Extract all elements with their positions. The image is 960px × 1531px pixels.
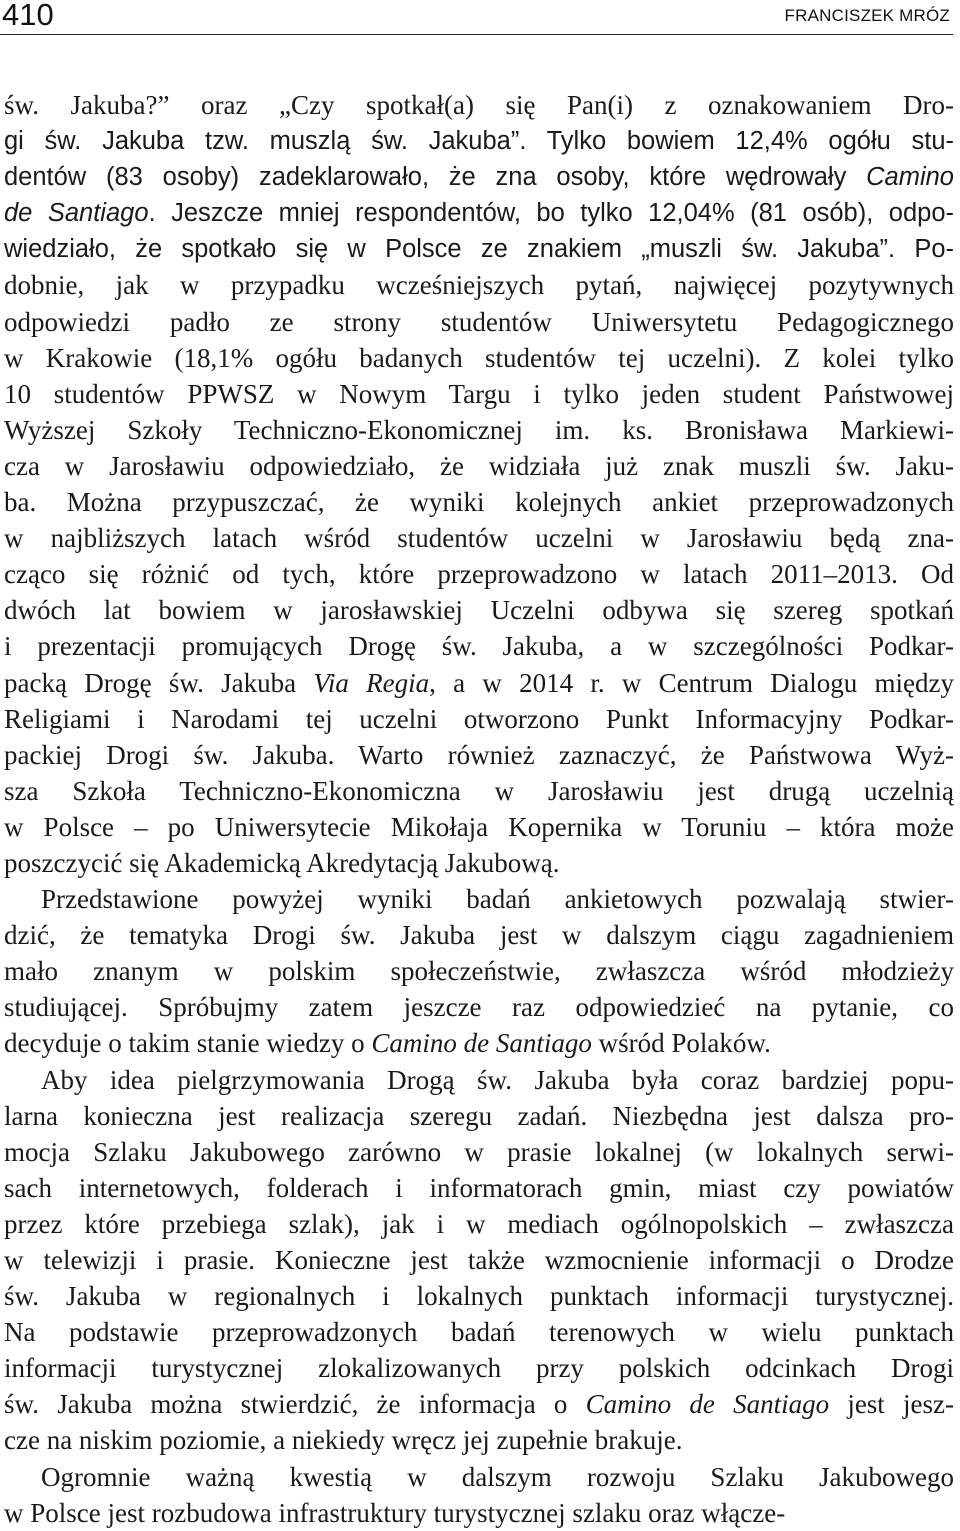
text-line [4, 1134, 954, 1170]
text-segment: cząco się różnić od tych, które przeprowadzono w latach 2011‒2013. Od [4, 559, 954, 590]
page-header [0, 0, 953, 35]
text-segment: decyduje o takim stanie wiedzy o [4, 1028, 372, 1059]
text-line [4, 1278, 954, 1314]
text-segment: studiującej. Spróbujmy zatem jeszcze raz odpowiedzieć na pytanie, co [4, 992, 954, 1023]
text-segment: św. Jakuba w regionalnych i lokalnych punktach informacji turystycznej. [4, 1281, 954, 1312]
text-segment: ba. Można przypuszczać, że wyniki kolejnych ankiet przeprowadzonych [4, 487, 954, 518]
text-segment: odpowiedzi padło ze strony studentów Uniwersytetu Pedagogicznego [4, 306, 954, 337]
text-line [4, 1170, 954, 1206]
text-line [4, 953, 954, 989]
text-segment: 10 studentów PPWSZ w Nowym Targu i tylko jeden student Państwowej [4, 378, 954, 409]
italic-text-segment: Via Regia [313, 667, 430, 698]
text-line [4, 1062, 954, 1098]
text-segment: Wyższej Szkoły Techniczno-Ekonomicznej im. ks. Bronisława Markiewi- [4, 414, 954, 445]
text-line [4, 809, 954, 845]
text-segment: jest jesz- [829, 1389, 954, 1420]
text-segment: cze na niskim poziomie, a niekiedy wręcz jej zupełnie brakuje. [4, 1425, 683, 1456]
text-line [4, 737, 954, 773]
text-line [4, 87, 954, 123]
text-line [4, 881, 954, 917]
italic-text-segment: Camino de Santiago [371, 1028, 592, 1059]
text-segment: wiedziało, że spotkało się w Polsce ze znakiem „muszli św. Jakuba”. Po- [4, 235, 954, 264]
body-text [4, 87, 954, 1531]
text-segment: Na podstawie przeprowadzonych badań terenowych w wielu punktach [4, 1317, 954, 1348]
running-head-author: FRANCISZEK MRÓZ [784, 6, 950, 25]
text-segment: cza w Jarosławiu odpowiedziało, że widziała już znak muszli św. Jaku- [4, 450, 954, 481]
text-segment: sza Szkoła Techniczno-Ekonomiczna w Jarosławiu jest drugą uczelnią [4, 775, 954, 806]
paragraph [4, 87, 954, 881]
text-segment: Religiami i Narodami tej uczelni otworzono Punkt Informacyjny Podkar- [4, 703, 954, 734]
text-line [4, 376, 954, 412]
text-segment: wśród Polaków. [591, 1028, 771, 1059]
text-line [4, 412, 954, 448]
text-segment: mocja Szlaku Jakubowego zarówno w prasie lokalnej (w lokalnych serwi- [4, 1136, 954, 1167]
text-line [4, 592, 954, 628]
text-line [4, 1495, 954, 1531]
text-line [4, 1098, 954, 1134]
text-line [4, 556, 954, 592]
text-segment: dentów (83 osoby) zadeklarowało, że zna osoby, które wędrowały [4, 163, 867, 192]
text-line [4, 1206, 954, 1242]
text-segment: larna konieczna jest realizacja szeregu zadań. Niezbędna jest dalsza pro- [4, 1100, 954, 1131]
text-line [4, 1459, 954, 1495]
text-line [4, 1350, 954, 1386]
text-line [4, 1422, 954, 1458]
text-line [4, 845, 954, 881]
text-line [4, 917, 954, 953]
text-segment: . Jeszcze mniej respondentów, bo tylko 12,04% (81 osób), odpo- [148, 199, 954, 228]
paragraph [4, 1062, 954, 1459]
text-line [4, 989, 954, 1025]
text-line [4, 665, 954, 701]
paragraph [4, 1459, 954, 1531]
text-line [4, 628, 954, 664]
text-segment: , a w 2014 r. w Centrum Dialogu między [429, 667, 954, 698]
text-segment: w telewizji i prasie. Konieczne jest także wzmocnienie informacji o Drodze [4, 1245, 954, 1275]
text-segment: packiej Drogi św. Jakuba. Warto również zaznaczyć, że Państwowa Wyż- [4, 739, 954, 770]
text-segment: gi św. Jakuba tzw. muszlą św. Jakuba”. Tylko bowiem 12,4% ogółu stu- [4, 127, 954, 156]
text-segment: Ogromnie ważną kwestią w dalszym rozwoju Szlaku Jakubowego [41, 1461, 954, 1492]
italic-text-segment: de Santiago [4, 199, 149, 228]
italic-text-segment: Camino [866, 163, 954, 192]
paragraph [4, 881, 954, 1061]
text-line [4, 304, 954, 340]
text-line [4, 1386, 954, 1422]
text-segment: w Polsce jest rozbudowa infrastruktury turystycznej szlaku oraz włącze- [4, 1497, 786, 1528]
text-line [4, 195, 954, 231]
text-line [4, 1314, 954, 1350]
text-segment: św. Jakuba?” oraz „Czy spotkał(a) się Pan(i) z oznakowaniem Dro- [4, 90, 954, 120]
text-line [4, 1242, 954, 1278]
text-segment: dwóch lat bowiem w jarosławskiej Uczelni odbywa się szereg spotkań [4, 595, 954, 626]
page-number: 410 [2, 0, 54, 32]
text-segment: Przedstawione powyżej wyniki badań ankietowych pozwalają stwier- [41, 884, 954, 915]
text-segment: packą Drogę św. Jakuba [4, 667, 314, 698]
text-line [4, 231, 954, 267]
text-segment: mało znanym w polskim społeczeństwie, zwłaszcza wśród młodzieży [4, 956, 954, 987]
italic-text-segment: Camino de Santiago [585, 1389, 830, 1420]
text-line [4, 1025, 954, 1061]
text-line [4, 159, 954, 195]
text-line [4, 267, 954, 303]
text-segment: poszczycić się Akademicką Akredytacją Jakubową. [4, 847, 560, 878]
text-segment: św. Jakuba można stwierdzić, że informacja o [4, 1389, 586, 1420]
text-segment: dzić, że tematyka Drogi św. Jakuba jest w dalszym ciągu zagadnieniem [4, 920, 954, 951]
text-line [4, 773, 954, 809]
text-line [4, 340, 954, 376]
text-segment: Aby idea pielgrzymowania Drogą św. Jakuba była coraz bardziej popu- [41, 1064, 954, 1095]
text-line [4, 448, 954, 484]
text-segment: dobnie, jak w przypadku wcześniejszych pytań, najwięcej pozytywnych [4, 270, 954, 301]
text-segment: sach internetowych, folderach i informatorach gmin, miast czy powiatów [4, 1172, 954, 1203]
text-segment: przez które przebiega szlak), jak i w mediach ogólnopolskich – zwłaszcza [4, 1208, 954, 1239]
text-line [4, 484, 954, 520]
text-segment: i prezentacji promujących Drogę św. Jakuba, a w szczególności Podkar- [4, 631, 954, 662]
text-line [4, 123, 954, 159]
text-segment: w najbliższych latach wśród studentów uczelni w Jarosławiu będą zna- [4, 523, 954, 554]
text-line [4, 701, 954, 737]
text-segment: informacji turystycznej zlokalizowanych przy polskich odcinkach Drogi [4, 1353, 954, 1384]
text-segment: w Polsce – po Uniwersytecie Mikołaja Kopernika w Toruniu – która może [4, 811, 954, 842]
text-segment: w Krakowie (18,1% ogółu badanych studentów tej uczelni). Z kolei tylko [4, 342, 954, 373]
text-line [4, 520, 954, 556]
